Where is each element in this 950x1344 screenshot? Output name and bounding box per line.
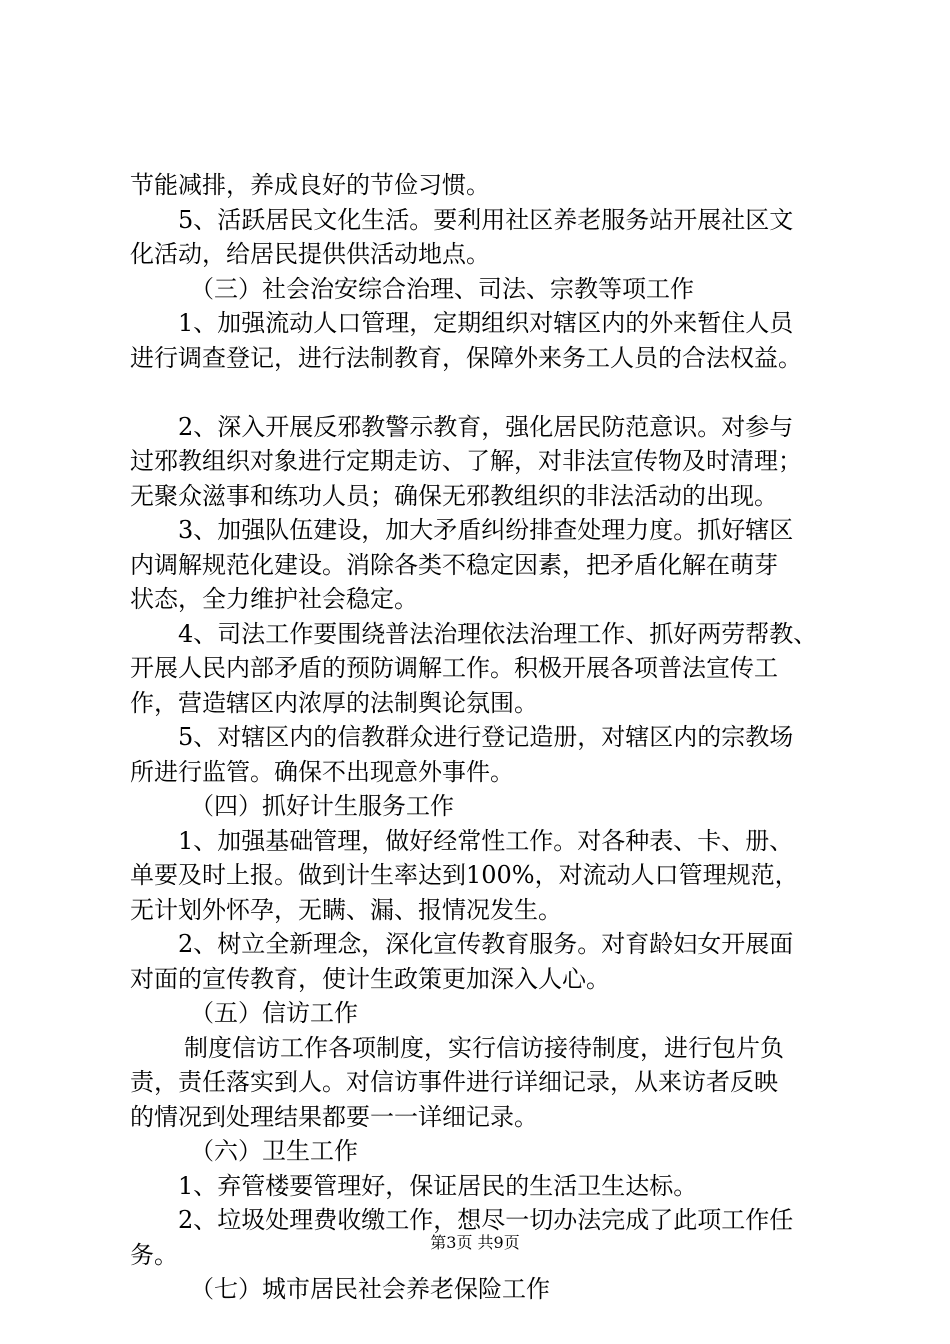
- paragraph-line: 开展人民内部矛盾的预防调解工作。积极开展各项普法宣传工: [130, 654, 778, 682]
- paragraph-line: 2、深入开展反邪教警示教育，强化居民防范意识。对参与: [178, 412, 794, 441]
- paragraph-line: 所进行监管。确保不出现意外事件。: [130, 757, 514, 786]
- paragraph-line: 对面的宣传教育，使计生政策更加深入人心。: [130, 964, 610, 993]
- paragraph-line: 1、加强流动人口管理，定期组织对辖区内的外来暂住人员: [178, 309, 794, 337]
- paragraph-line: 化活动，给居民提供供活动地点。: [130, 240, 490, 268]
- paragraph-line: 4、司法工作要围绕普法治理依法治理工作、抓好两劳帮教、: [178, 619, 818, 648]
- paragraph-line: 2、树立全新理念，深化宣传教育服务。对育龄妇女开展面: [178, 930, 794, 958]
- document-body: [130, 168, 830, 1307]
- page-footer: 第3页 共9页: [430, 1233, 520, 1252]
- paragraph-line: 3、加强队伍建设，加大矛盾纠纷排查处理力度。抓好辖区: [178, 516, 794, 544]
- section-heading: （三）社会治安综合治理、司法、宗教等项工作: [190, 274, 694, 303]
- paragraph-line: 过邪教组织对象进行定期走访、了解，对非法宣传物及时清理；: [130, 447, 802, 475]
- paragraph-line: 制度信访工作各项制度，实行信访接待制度，进行包片负: [184, 1033, 784, 1062]
- section-heading: （五）信访工作: [190, 999, 358, 1027]
- section-heading: （七）城市居民社会养老保险工作: [190, 1275, 550, 1303]
- paragraph-line: 节能减排，养成良好的节俭习惯。: [130, 171, 490, 199]
- paragraph-line: 1、加强基础管理，做好经常性工作。对各种表、卡、册、: [178, 826, 794, 855]
- section-heading: （四）抓好计生服务工作: [190, 792, 454, 820]
- paragraph-line: 单要及时上报。做到计生率达到100%，对流动人口管理规范，: [130, 861, 799, 889]
- paragraph-line: 无计划外怀孕，无瞒、漏、报情况发生。: [130, 895, 562, 924]
- paragraph-line: 作，营造辖区内浓厚的法制舆论氛围。: [130, 688, 538, 717]
- section-heading: （六）卫生工作: [190, 1137, 358, 1165]
- paragraph-line: 2、垃圾处理费收缴工作，想尽一切办法完成了此项工作任: [178, 1206, 794, 1234]
- paragraph-line: 1、弃管楼要管理好，保证居民的生活卫生达标。: [178, 1171, 698, 1200]
- paragraph-line: 务。: [130, 1240, 178, 1269]
- paragraph-line: 5、对辖区内的信教群众进行登记造册，对辖区内的宗教场: [178, 723, 794, 751]
- paragraph-line: 5、活跃居民文化生活。要利用社区养老服务站开展社区文: [178, 205, 794, 234]
- paragraph-line: 内调解规范化建设。消除各类不稳定因素，把矛盾化解在萌芽: [130, 550, 778, 579]
- paragraph-line: 状态，全力维护社会稳定。: [130, 585, 418, 613]
- paragraph-line: 无聚众滋事和练功人员；确保无邪教组织的非法活动的出现。: [130, 481, 778, 510]
- paragraph-line: 的情况到处理结果都要一一详细记录。: [130, 1102, 538, 1131]
- paragraph-line: 进行调查登记，进行法制教育，保障外来务工人员的合法权益。: [130, 343, 802, 372]
- blank-line: [130, 375, 830, 410]
- paragraph-line: 责，责任落实到人。对信访事件进行详细记录，从来访者反映: [130, 1068, 778, 1096]
